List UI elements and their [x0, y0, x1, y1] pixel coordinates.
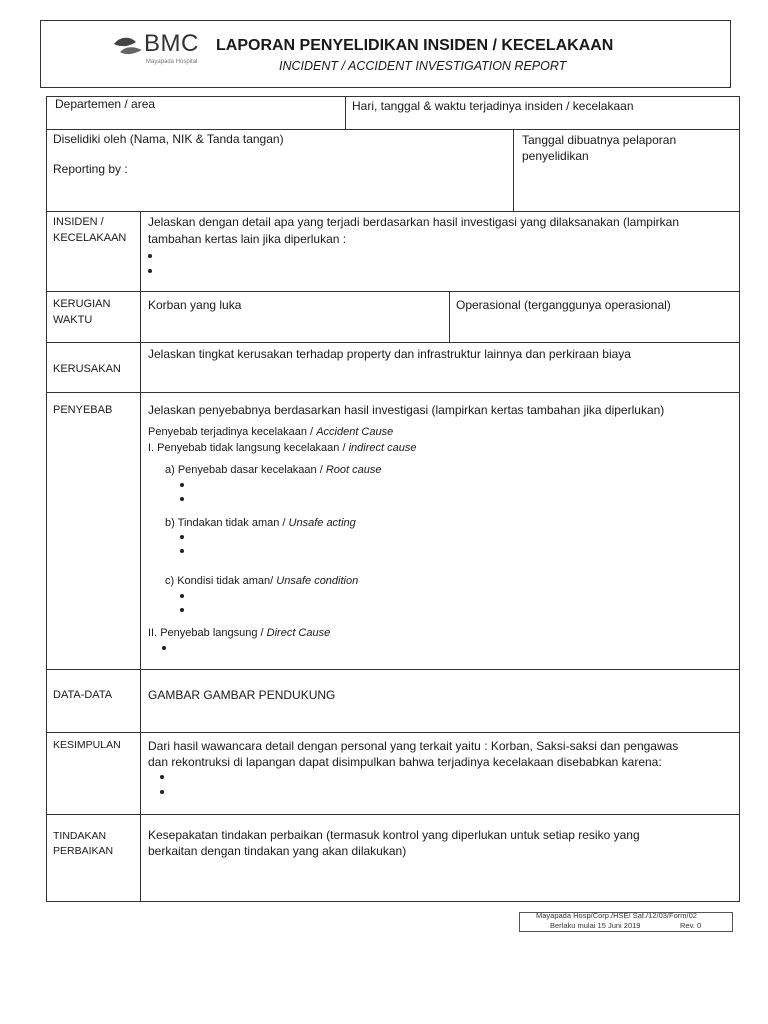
direct-cause-heading: II. Penyebab langsung / Direct Cause: [148, 627, 331, 639]
bullet-icon: [162, 646, 166, 650]
doc-code: Mayapada Hosp/Corp./HSE/ Saf./12/03/Form/02: [536, 911, 697, 920]
cause-label: PENYEBAB: [53, 404, 113, 416]
operational-field[interactable]: Operasional (terganggunya operasional): [456, 298, 671, 312]
bullet-icon: [180, 497, 184, 501]
bullet-icon: [180, 594, 184, 598]
leaf-logo-icon: [112, 32, 148, 58]
revision: Rev. 0: [680, 921, 702, 930]
bullet-icon: [180, 549, 184, 553]
accident-cause-heading: Penyebab terjadinya kecelakaan / Accident Cause: [148, 426, 394, 438]
injured-field[interactable]: Korban yang luka: [148, 298, 242, 312]
indirect-cause-heading: I. Penyebab tidak langsung kecelakaan / indirect cause: [148, 442, 417, 454]
damage-text[interactable]: Jelaskan tingkat kerusakan terhadap property dan infrastruktur lainnya dan perkiraan biaya: [148, 347, 631, 361]
loss-label-2: WAKTU: [53, 314, 93, 326]
corrective-text-1: Kesepakatan tindakan perbaikan (termasuk kontrol yang diperlukan untuk setiap resiko yang: [148, 828, 640, 842]
bmc-logo: [112, 30, 212, 70]
damage-label: KERUSAKAN: [53, 363, 121, 375]
reporting-by-field[interactable]: Reporting by :: [53, 162, 128, 176]
department-field[interactable]: Departemen / area: [55, 97, 156, 111]
effective-date: Berlaku mulai 15 Juni 2019: [550, 921, 641, 930]
incident-label-2: KECELAKAAN: [53, 232, 127, 244]
bullet-icon: [180, 608, 184, 612]
page-title: LAPORAN PENYELIDIKAN INSIDEN / KECELAKAAN: [216, 37, 614, 54]
conclusion-label: KESIMPULAN: [53, 739, 121, 751]
investigated-by-field[interactable]: Diselidiki oleh (Nama, NIK & Tanda tangan): [53, 132, 284, 146]
incident-text-1: Jelaskan dengan detail apa yang terjadi berdasarkan hasil investigasi yang dilaksanakan (lampirkan: [148, 215, 679, 229]
page-subtitle: INCIDENT / ACCIDENT INVESTIGATION REPORT: [279, 59, 567, 73]
unsafe-condition-heading: c) Kondisi tidak aman/ Unsafe condition: [165, 575, 359, 587]
data-label: DATA-DATA: [53, 689, 113, 701]
corrective-label-1: TINDAKAN: [53, 830, 107, 842]
corrective-label-2: PERBAIKAN: [53, 845, 114, 857]
corrective-text-2: berkaitan dengan tindakan yang akan dilakukan): [148, 844, 407, 858]
cause-intro: Jelaskan penyebabnya berdasarkan hasil investigasi (lampirkan kertas tambahan jika diperlukan): [148, 403, 665, 417]
report-date-label-1: Tanggal dibuatnya pelaporan: [522, 133, 677, 147]
logo-text: BMC: [144, 30, 199, 57]
unsafe-acting-heading: b) Tindakan tidak aman / Unsafe acting: [165, 517, 356, 529]
bullet-icon: [148, 254, 152, 258]
root-cause-heading: a) Penyebab dasar kecelakaan / Root cause: [165, 464, 382, 476]
bullet-icon: [160, 790, 164, 794]
logo-subtext: Mayapada Hospital: [146, 59, 198, 65]
report-date-label-2: penyelidikan: [522, 149, 589, 163]
bullet-icon: [180, 535, 184, 539]
incident-datetime-field[interactable]: Hari, tanggal & waktu terjadinya insiden / kecelakaan: [352, 99, 634, 113]
bullet-icon: [180, 483, 184, 487]
incident-text-2: tambahan kertas lain jika diperlukan :: [148, 232, 347, 246]
bullet-icon: [148, 269, 152, 273]
conclusion-text-1: Dari hasil wawancara detail dengan personal yang terkait yaitu : Korban, Saksi-saksi dan pengawas: [148, 739, 679, 753]
incident-label-1: INSIDEN /: [53, 216, 104, 228]
conclusion-text-2: dan rekontruksi di lapangan dapat disimpulkan bahwa terjadinya kecelakaan disebabkan karena:: [148, 755, 662, 769]
loss-label-1: KERUGIAN: [53, 298, 111, 310]
bullet-icon: [160, 775, 164, 779]
supporting-images[interactable]: GAMBAR GAMBAR PENDUKUNG: [148, 688, 336, 702]
